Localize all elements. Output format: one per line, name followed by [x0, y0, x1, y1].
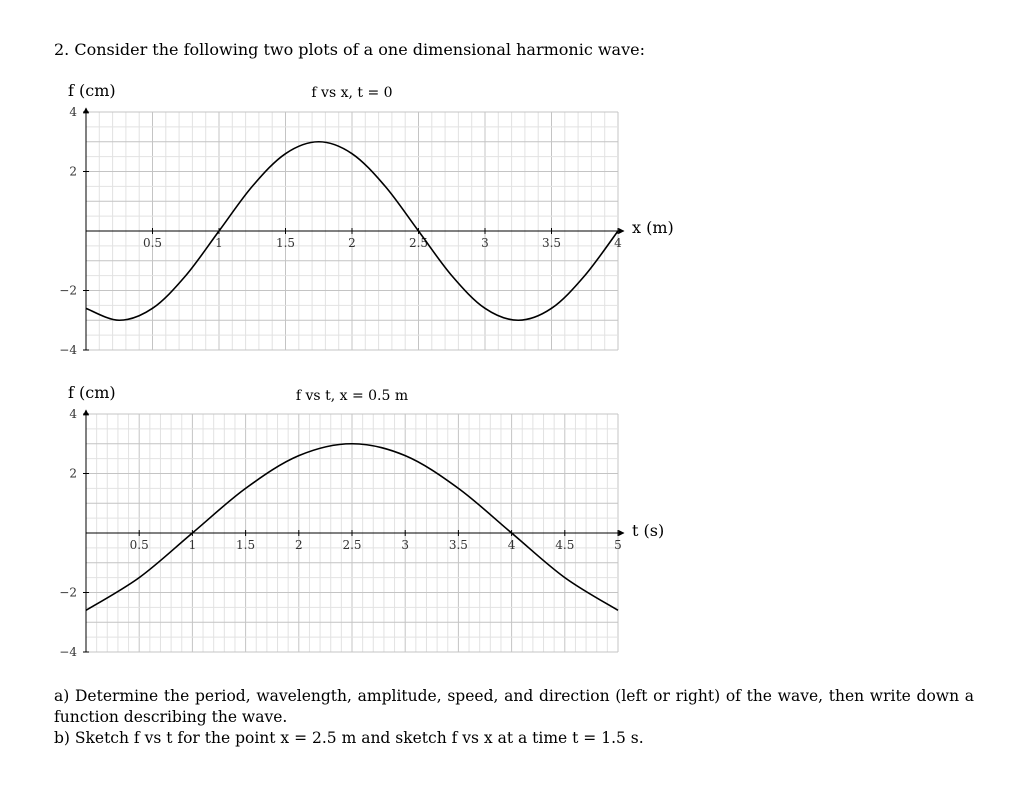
- plot-title: f vs t, x = 0.5 m: [295, 388, 409, 404]
- y-tick-label: −2: [59, 283, 77, 298]
- x-tick-label: 1.5: [275, 236, 296, 250]
- y-tick-label: 2: [69, 164, 77, 179]
- chart-bottom: [59, 383, 664, 659]
- x-tick-label: 3: [481, 236, 489, 250]
- chart-top: [59, 81, 673, 357]
- x-tick-label: 2.5: [342, 538, 362, 552]
- x-tick-label: 0.5: [129, 538, 149, 552]
- y-tick-label: −4: [59, 645, 77, 659]
- y-axis-label: f (cm): [68, 81, 116, 100]
- x-tick-label: 2: [294, 538, 303, 552]
- x-axis-label: t (s): [632, 521, 665, 540]
- x-tick-label: 3.5: [541, 236, 562, 250]
- x-tick-label: 4.5: [555, 538, 575, 552]
- question-b: b) Sketch f vs t for the point x = 2.5 m and sketch f vs x at a time t = 1.5 s.: [54, 729, 644, 747]
- x-tick-label: 1.5: [236, 538, 256, 552]
- plot-title: f vs x, t = 0: [311, 85, 393, 101]
- question-a: a) Determine the period, wavelength, amplitude, speed, and direction (left or right) of the wave, then write down a function describing the wave.: [54, 687, 974, 726]
- y-tick-label: −4: [59, 343, 77, 357]
- x-tick-label: 3: [401, 538, 410, 552]
- y-tick-label: 2: [69, 466, 77, 481]
- x-tick-label: 0.5: [142, 236, 163, 250]
- y-tick-label: 4: [69, 407, 77, 421]
- y-tick-label: 4: [69, 105, 77, 119]
- x-tick-label: 1: [188, 538, 197, 552]
- x-tick-label: 1: [215, 236, 223, 250]
- problem-intro: 2. Consider the following two plots of a one dimensional harmonic wave:: [54, 40, 645, 59]
- x-tick-label: 4: [614, 236, 622, 250]
- questions: [54, 686, 974, 749]
- x-tick-label: 2.5: [408, 236, 429, 250]
- x-tick-label: 5: [614, 538, 622, 552]
- y-tick-label: −2: [59, 585, 77, 600]
- y-axis-label: f (cm): [68, 383, 116, 402]
- x-tick-label: 2: [348, 236, 356, 250]
- x-tick-label: 4: [507, 538, 516, 552]
- x-axis-label: x (m): [632, 218, 674, 237]
- x-tick-label: 3.5: [448, 538, 468, 552]
